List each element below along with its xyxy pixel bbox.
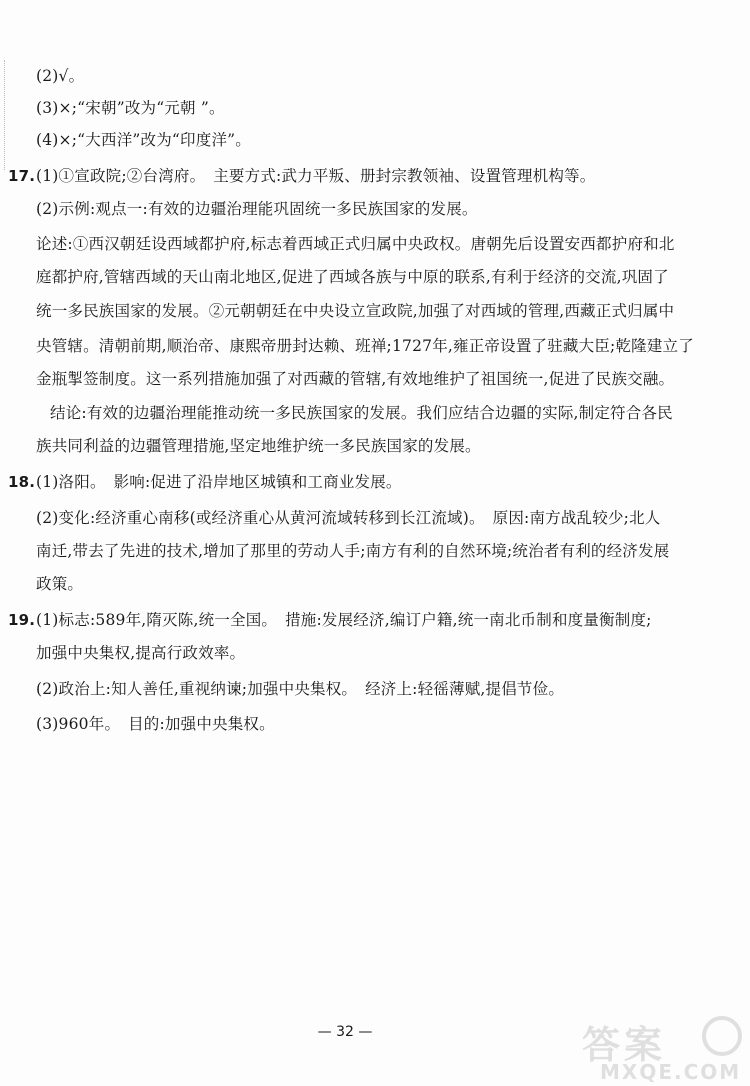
answer-17-argument-line-5: 金瓶掣签制度。这一系列措施加强了对西藏的管辖,有效地维护了祖国统一,促进了民族交融。 bbox=[36, 370, 675, 388]
answer-16-2: (2)√。 bbox=[36, 67, 85, 85]
answer-17-2: (2)示例:观点一:有效的边疆治理能巩固统一多民族国家的发展。 bbox=[36, 200, 478, 218]
answer-19-1-line-1: (1)标志:589年,隋灭陈,统一全国。 措施:发展经济,编订户籍,统一南北币制和度量衡制度; bbox=[36, 611, 652, 629]
watermark-top-text: 答案 bbox=[582, 1023, 667, 1067]
answer-17-conclusion-line-2: 族共同利益的边疆管理措施,坚定地维护统一多民族国家的发展。 bbox=[36, 437, 481, 455]
answer-18-2-line-2: 南迁,带去了先进的技术,增加了那里的劳动人手;南方有利的自然环境;统治者有利的经济发展 bbox=[36, 542, 670, 560]
answer-18-2-line-1: (2)变化:经济重心南移(或经济重心从黄河流域转移到长江流域)。 原因:南方战乱较少;北人 bbox=[36, 509, 661, 527]
answer-19-3: (3)960年。 目的:加强中央集权。 bbox=[36, 715, 275, 733]
question-19-number: 19. bbox=[8, 611, 36, 629]
answer-19-2: (2)政治上:知人善任,重视纳谏;加强中央集权。 经济上:轻徭薄赋,提倡节俭。 bbox=[36, 680, 565, 698]
watermark-logo bbox=[578, 1012, 748, 1086]
answer-17-argument-line-2: 庭都护府,管辖西域的天山南北地区,促进了西域各族与中原的联系,有利于经济的交流,巩固了 bbox=[36, 268, 669, 286]
watermark-bottom-text: MXQE.COM bbox=[600, 1060, 742, 1084]
answer-18-2-line-3: 政策。 bbox=[36, 575, 84, 593]
page-number: — 32 — bbox=[317, 1024, 373, 1040]
question-17-number: 17. bbox=[8, 167, 36, 185]
question-18-number: 18. bbox=[8, 473, 36, 491]
margin-mark bbox=[4, 60, 6, 170]
answer-18-1: (1)洛阳。 影响:促进了沿岸地区城镇和工商业发展。 bbox=[36, 473, 402, 491]
watermark-circle-icon bbox=[702, 1016, 742, 1056]
answer-19-1-line-2: 加强中央集权,提高行政效率。 bbox=[36, 644, 246, 662]
answer-17-argument-line-4: 央管辖。清朝前期,顺治帝、康熙帝册封达赖、班禅;1727年,雍正帝设置了驻藏大臣;乾隆建立了 bbox=[36, 337, 694, 355]
answer-16-3: (3)×;“宋朝”改为“元朝 ”。 bbox=[36, 99, 225, 117]
answer-16-4: (4)×;“大西洋”改为“印度洋”。 bbox=[36, 131, 251, 149]
answer-17-argument-line-3: 统一多民族国家的发展。②元朝朝廷在中央设立宣政院,加强了对西域的管理,西藏正式归属中 bbox=[36, 302, 675, 320]
answer-17-conclusion-line-1: 结论:有效的边疆治理能推动统一多民族国家的发展。我们应结合边疆的实际,制定符合各民 bbox=[50, 404, 673, 422]
answer-17-1: (1)①宣政院;②台湾府。 主要方式:武力平叛、册封宗教领袖、设置管理机构等。 bbox=[36, 167, 596, 185]
answer-17-argument-line-1: 论述:①西汉朝廷设西域都护府,标志着西域正式归属中央政权。唐朝先后设置安西都护府和北 bbox=[36, 235, 675, 253]
